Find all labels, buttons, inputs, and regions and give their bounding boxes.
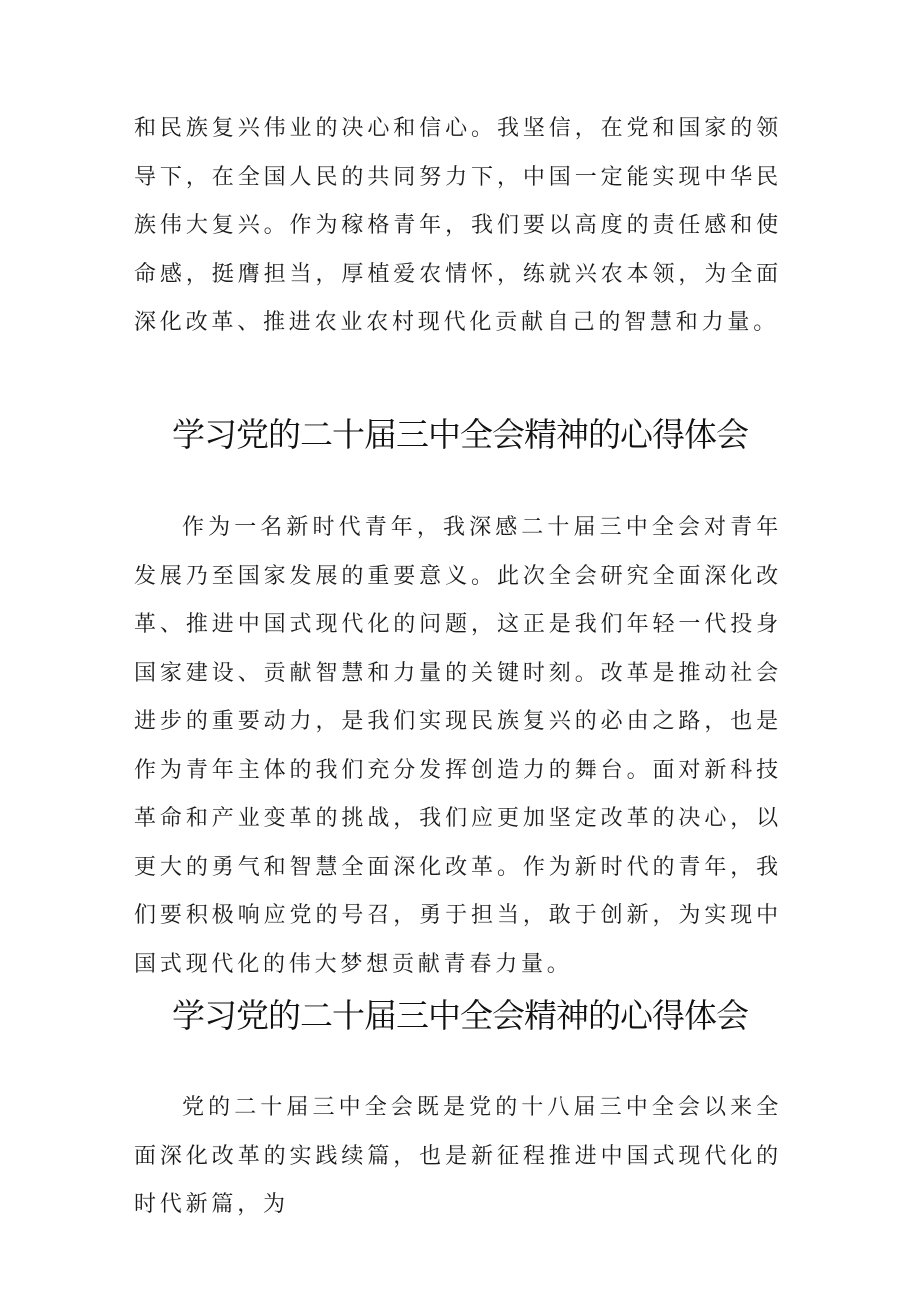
intro-paragraph: 和民族复兴伟业的决心和信心。我坚信，在党和国家的领导下，在全国人民的共同努力下，中国一定能实现中华民族伟大复兴。作为稼格青年，我们要以高度的责任感和使命感，挺膺担当，厚植爱农情怀，练就兴农本领，为全面深化改革、推进农业农村现代化贡献自己的智慧和力量。 (134, 116, 782, 335)
section-body: 党的二十届三中全会既是党的十八届三中全会以来全面深化改革的实践续篇，也是新征程推进中国式现代化的时代新篇，为 (134, 1095, 782, 1217)
section-title: 学习党的二十届三中全会精神的心得体会 (172, 415, 748, 454)
section-body: 作为一名新时代青年，我深感二十届三中全会对青年发展乃至国家发展的重要意义。此次全会研究全面深化改革、推进中国式现代化的问题，这正是我们年轻一代投身国家建设、贡献智慧和力量的关键时刻。改革是推动社会进步的重要动力，是我们实现民族复兴的必由之路，也是作为青年主体的我们充分发挥创造力的舞台。面对新科技革命和产业变革的挑战，我们应更加坚定改革的决心，以更大的勇气和智慧全面深化改革。作为新时代的青年，我们要积极响应党的号召，勇于担当，敢于创新，为实现中国式现代化的伟大梦想贡献青春力量。 (134, 515, 782, 977)
section-title: 学习党的二十届三中全会精神的心得体会 (172, 996, 748, 1035)
